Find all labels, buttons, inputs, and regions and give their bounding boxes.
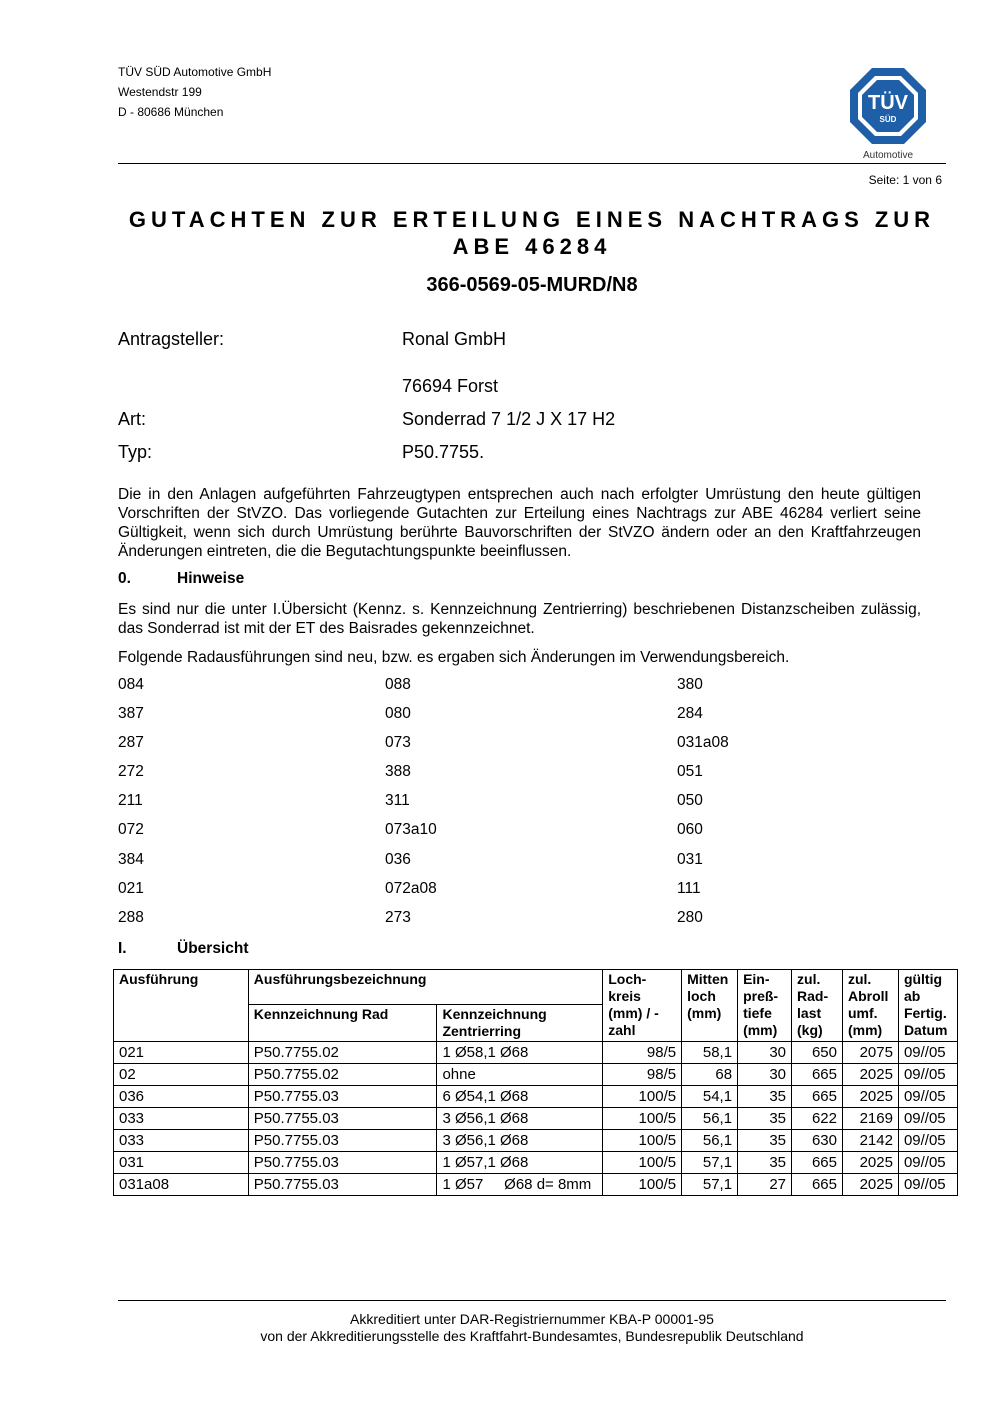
table-cell: 2025 [842,1064,898,1086]
col-header-radlast: zul. Rad- last (kg) [792,970,843,1042]
table-cell: 35 [738,1108,792,1130]
table-cell: 09//05 [898,1064,957,1086]
code-cell: 384 [118,850,144,868]
intro-paragraph: Die in den Anlagen aufgeführten Fahrzeugtypen entsprechen auch nach erfolgter Umrüstung den heute gültigen Vorschriften der StVZO. Das vorliegende Gutachten zur Erteilung eines Nachtrags zur ABE 46284 verliert seine Gültigkeit, wenn sich durch Umrüstung berührte Bauvorschriften der StVZO ändern oder an den Kraftfahrzeugen Änderungen eintreten, die die Begutachtungspunkte beeinflussen. [118,486,921,560]
overview-table [113,969,958,1196]
type-label: Art: [118,409,147,429]
table-cell: 100/5 [603,1108,682,1130]
table-cell: 031a08 [114,1174,249,1196]
applicant-value: Ronal GmbH [402,329,507,349]
col-header-kennzeichnung-rad: Kennzeichnung Rad [248,1005,437,1042]
table-cell: P50.7755.03 [248,1108,437,1130]
section-0-paragraph-2: Folgende Radausführungen sind neu, bzw. es ergaben sich Änderungen im Verwendungsbereich. [118,649,790,666]
code-cell: 211 [118,792,143,810]
table-cell: 35 [738,1152,792,1174]
table-cell: P50.7755.03 [248,1174,437,1196]
table-cell: 1 Ø57,1 Ø68 [437,1152,603,1174]
table-row [114,1086,958,1108]
code-cell: 073a10 [385,821,437,839]
col-header-mittenloch: Mitten loch (mm) [682,970,738,1042]
table-cell: 02 [114,1064,249,1086]
table-cell: 1 Ø57 Ø68 d= 8mm [437,1174,603,1196]
section-0-number: 0. [118,570,131,587]
table-cell: 3 Ø56,1 Ø68 [437,1130,603,1152]
code-cell: 287 [118,734,144,752]
table-cell: 09//05 [898,1086,957,1108]
section-0-paragraph-1: Es sind nur die unter I.Übersicht (Kennz. s. Kennzeichnung Zentrierring) beschriebenen Distanzscheiben zulässig, das Sonderrad ist mit der ET des Baisrades gekennzeichnet. [118,601,921,637]
applicant-label: Antragsteller: [118,329,225,349]
table-cell: 30 [738,1042,792,1064]
section-1-number: I. [118,940,127,957]
code-cell: 387 [118,705,144,723]
section-1-heading [118,940,249,958]
address-line-1: TÜV SÜD Automotive GmbH [118,65,272,79]
table-cell: 09//05 [898,1130,957,1152]
table-cell: 665 [792,1152,843,1174]
table-cell: 031 [114,1152,249,1174]
model-value: P50.7755. [402,442,485,462]
col-header-bezeichnung: Ausführungsbezeichnung [248,970,602,1005]
model-label: Typ: [118,442,153,462]
table-cell: P50.7755.02 [248,1042,437,1064]
table-cell: 100/5 [603,1130,682,1152]
document-number: 366-0569-05-MURD/N8 [426,274,638,296]
table-cell: 54,1 [682,1086,738,1108]
table-cell: 2025 [842,1086,898,1108]
code-cell: 273 [385,908,411,926]
table-cell: 2142 [842,1130,898,1152]
table-cell: P50.7755.03 [248,1130,437,1152]
logo-caption: Automotive [862,150,914,161]
code-cell: 080 [385,705,411,723]
table-cell: 09//05 [898,1108,957,1130]
table-cell: 35 [738,1130,792,1152]
col-header-einpresstiefe: Ein- preß- tiefe (mm) [738,970,792,1042]
code-cell: 031a08 [677,734,729,752]
code-cell: 111 [677,879,701,897]
table-cell: 09//05 [898,1152,957,1174]
table-cell: 665 [792,1086,843,1108]
code-cell: 272 [118,763,144,781]
code-cell: 088 [385,676,411,693]
type-value: Sonderrad 7 1/2 J X 17 H2 [402,409,616,429]
code-cell: 051 [677,763,703,781]
col-header-ausfuehrung: Ausführung [114,970,249,1042]
table-row [114,1174,958,1196]
address-line-2: Westendstr 199 [118,85,202,99]
table-cell: 665 [792,1174,843,1196]
table-cell: P50.7755.02 [248,1064,437,1086]
table-row [114,1064,958,1086]
section-1-title: Übersicht [177,940,249,957]
table-cell: 665 [792,1064,843,1086]
page-number: Seite: 1 von 6 [868,173,942,187]
col-header-kennzeichnung-zentrierring: Kennzeichnung Zentrierring [437,1005,603,1042]
code-cell: 072a08 [385,879,437,897]
table-cell: 57,1 [682,1174,738,1196]
table-cell: 56,1 [682,1108,738,1130]
table-cell: 68 [682,1064,738,1086]
table-cell: 630 [792,1130,843,1152]
table-row [114,1130,958,1152]
table-cell: 622 [792,1108,843,1130]
col-header-lochkreis: Loch- kreis (mm) / -zahl [603,970,682,1042]
table-row [114,1152,958,1174]
header-divider [118,163,946,164]
footer-line-1: Akkreditiert unter DAR-Registriernummer KBA-P 00001-95 [350,1311,714,1327]
code-cell: 280 [677,908,703,926]
footer-line-2: von der Akkreditierungsstelle des Kraftfahrt-Bundesamtes, Bundesrepublik Deutschland [260,1328,804,1344]
section-0-heading [118,570,244,588]
code-cell: 380 [677,676,703,693]
table-cell: 56,1 [682,1130,738,1152]
table-cell: ohne [437,1064,603,1086]
table-cell: 6 Ø54,1 Ø68 [437,1086,603,1108]
applicant-city: 76694 Forst [402,376,499,396]
code-cell: 084 [118,676,144,693]
table-cell: 100/5 [603,1152,682,1174]
code-cell: 072 [118,821,144,839]
code-cell: 284 [677,705,703,723]
table-cell: 100/5 [603,1086,682,1108]
table-cell: 2169 [842,1108,898,1130]
table-cell: P50.7755.03 [248,1086,437,1108]
table-cell: 2075 [842,1042,898,1064]
tuv-logo [846,64,930,164]
table-cell: 27 [738,1174,792,1196]
table-cell: 2025 [842,1152,898,1174]
table-cell: 30 [738,1064,792,1086]
code-cell: 073 [385,734,411,752]
code-cell: 060 [677,821,703,839]
code-cell: 021 [118,879,144,897]
tuv-octagon-icon [846,64,930,148]
table-cell: 3 Ø56,1 Ø68 [437,1108,603,1130]
col-header-abrollumfang: zul. Abroll umf. (mm) [842,970,898,1042]
company-address [118,62,271,122]
table-cell: 09//05 [898,1042,957,1064]
table-cell: 98/5 [603,1064,682,1086]
address-line-3: D - 80686 München [118,105,224,119]
footer-divider [118,1300,946,1301]
table-cell: 09//05 [898,1174,957,1196]
table-cell: 57,1 [682,1152,738,1174]
table-cell: 1 Ø58,1 Ø68 [437,1042,603,1064]
table-cell: 033 [114,1108,249,1130]
col-header-gueltig: gültig ab Fertig. Datum [898,970,957,1042]
table-cell: 58,1 [682,1042,738,1064]
logo-text: TÜV [868,92,908,114]
table-cell: 2025 [842,1174,898,1196]
table-cell: 100/5 [603,1174,682,1196]
code-cell: 388 [385,763,411,781]
table-cell: 033 [114,1130,249,1152]
table-cell: 036 [114,1086,249,1108]
code-cell: 050 [677,792,703,810]
table-cell: P50.7755.03 [248,1152,437,1174]
logo-sub: SÜD [879,115,897,124]
document-title: GUTACHTEN ZUR ERTEILUNG EINES NACHTRAGS ZUR ABE 46284 [128,207,936,259]
table-row [114,1042,958,1064]
table-row [114,1108,958,1130]
code-cell: 311 [385,792,410,810]
code-cell: 288 [118,908,144,926]
code-cell: 036 [385,850,411,868]
section-0-title: Hinweise [177,570,245,587]
table-cell: 650 [792,1042,843,1064]
table-cell: 35 [738,1086,792,1108]
table-cell: 021 [114,1042,249,1064]
table-cell: 98/5 [603,1042,682,1064]
code-cell: 031 [677,850,703,868]
